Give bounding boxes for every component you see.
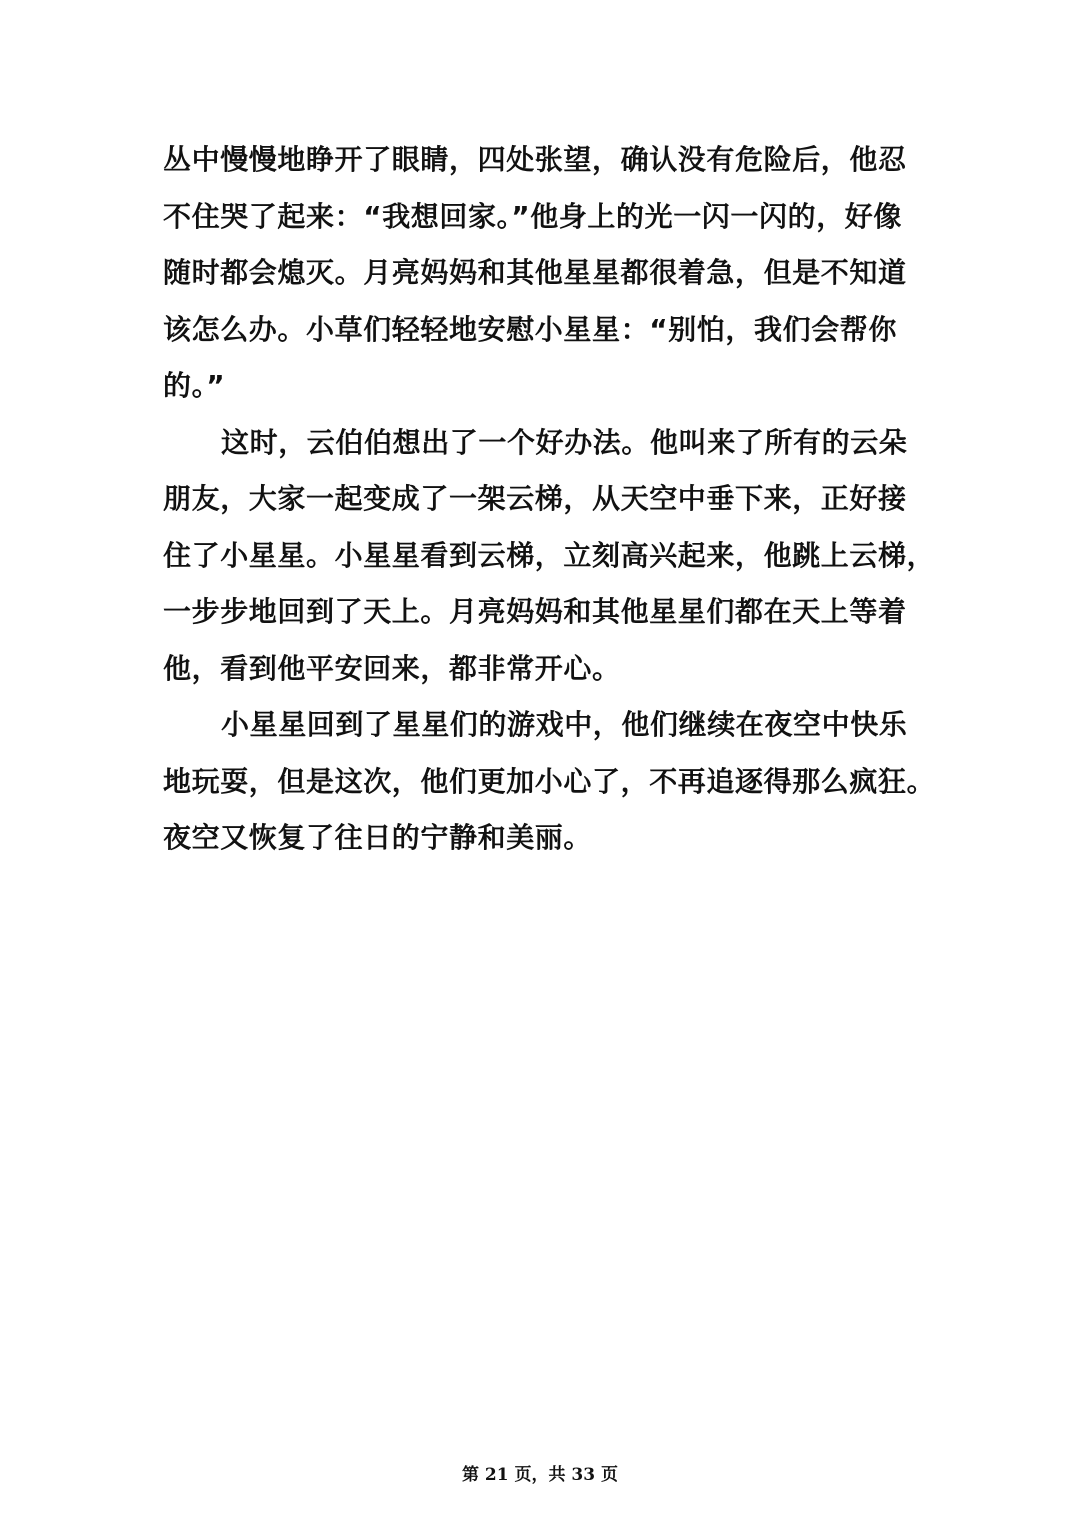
paragraph-1-line-5: 的。”: [163, 369, 226, 402]
paragraph-1-line-2: 不住哭了起来：“我想回家。”他身上的光一闪一闪的，好像: [163, 199, 903, 233]
paragraph-2-line-1: 这时，云伯伯想出了一个好办法。他叫来了所有的云朵: [221, 425, 908, 459]
paragraph-3-line-2: 地玩耍，但是这次，他们更加小心了，不再追逐得那么疯狂。: [163, 764, 936, 798]
page-number-footer: 第 21 页，共 33 页: [462, 1465, 618, 1485]
paragraph-2-line-2: 朋友，大家一起变成了一架云梯，从天空中垂下来，正好接: [163, 482, 907, 515]
paragraph-1-line-4: 该怎么办。小草们轻轻地安慰小星星：“别怕，我们会帮你: [163, 312, 898, 346]
story-text: [163, 132, 936, 867]
paragraph-2-line-5: 他，看到他平安回来，都非常开心。: [163, 651, 621, 685]
paragraph-3-line-1: 小星星回到了星星们的游戏中，他们继续在夜空中快乐: [221, 708, 908, 741]
paragraph-1-line-1: 丛中慢慢地睁开了眼睛，四处张望，确认没有危险后，他忍: [163, 143, 907, 176]
paragraph-1-line-3: 随时都会熄灭。月亮妈妈和其他星星都很着急，但是不知道: [163, 256, 907, 289]
paragraph-2-line-4: 一步步地回到了天上。月亮妈妈和其他星星们都在天上等着: [163, 595, 907, 628]
paragraph-3-line-3: 夜空又恢复了往日的宁静和美丽。: [163, 821, 593, 854]
paragraph-2-line-3: 住了小星星。小星星看到云梯，立刻高兴起来，他跳上云梯，: [163, 538, 936, 572]
